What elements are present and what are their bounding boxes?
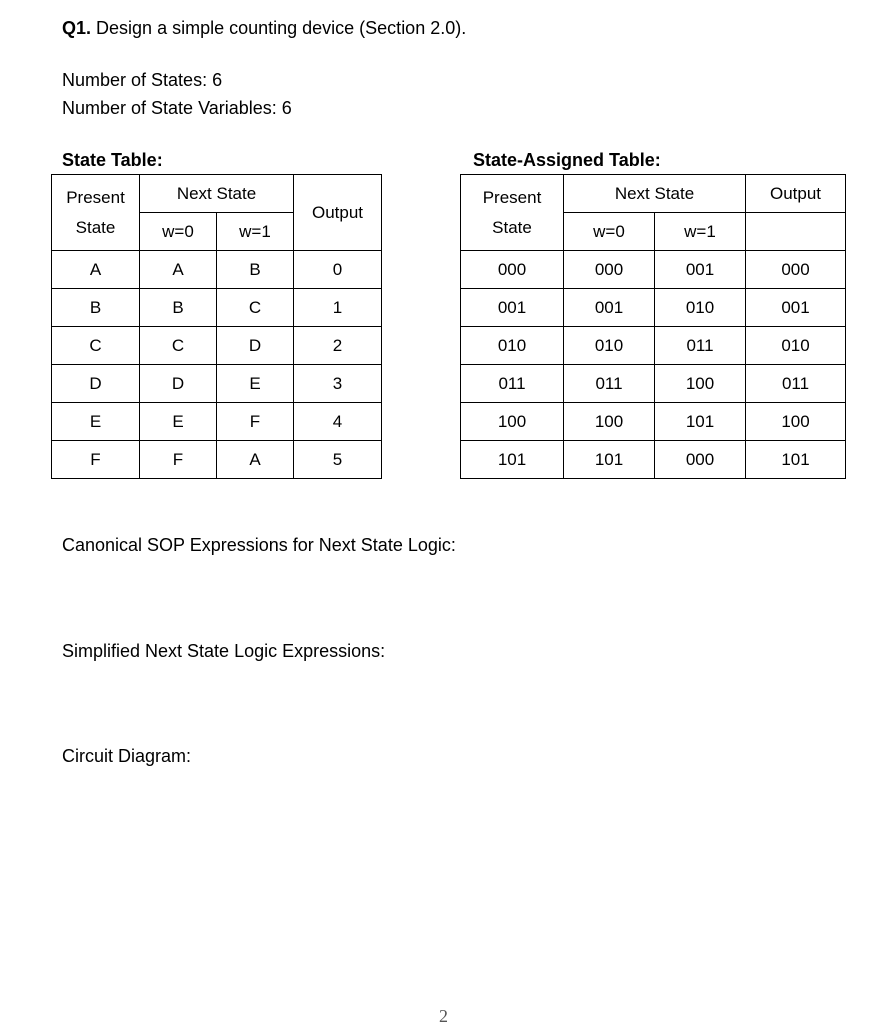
- present-cell: 011: [461, 365, 564, 403]
- output-cell: 000: [746, 251, 846, 289]
- table-row: [52, 365, 382, 403]
- next-w1-cell: B: [217, 251, 294, 289]
- output-cell: 5: [294, 441, 382, 479]
- table-row: [461, 365, 846, 403]
- present-cell: B: [52, 289, 140, 327]
- present-cell: 010: [461, 327, 564, 365]
- state-assigned-table-heading: State-Assigned Table:: [473, 150, 661, 170]
- present-state-header: Present State: [52, 175, 140, 251]
- table-row: [52, 327, 382, 365]
- state-assigned-table: [460, 174, 846, 479]
- output-cell: 2: [294, 327, 382, 365]
- sop-expressions-label: Canonical SOP Expressions for Next State Logic:: [62, 535, 456, 555]
- output-cell: 0: [294, 251, 382, 289]
- output-cell: 011: [746, 365, 846, 403]
- output-cell: 101: [746, 441, 846, 479]
- table-row: [461, 327, 846, 365]
- present-cell: F: [52, 441, 140, 479]
- w1-header: w=1: [655, 213, 746, 251]
- next-w0-cell: 001: [564, 289, 655, 327]
- next-w0-cell: A: [140, 251, 217, 289]
- present-cell: D: [52, 365, 140, 403]
- next-w1-cell: 101: [655, 403, 746, 441]
- table-row: [52, 289, 382, 327]
- question-number: Q1.: [62, 18, 92, 38]
- state-table-heading: State Table:: [62, 150, 163, 170]
- table-row: [52, 251, 382, 289]
- output-cell: 001: [746, 289, 846, 327]
- empty-header-cell: [746, 213, 846, 251]
- w1-header: w=1: [217, 213, 294, 251]
- question-text: Design a simple counting device (Section 2.0).: [96, 18, 467, 38]
- state-table: [51, 174, 382, 479]
- table-row: [461, 251, 846, 289]
- number-of-state-variables: Number of State Variables: 6: [62, 98, 292, 118]
- present-cell: A: [52, 251, 140, 289]
- next-w1-cell: C: [217, 289, 294, 327]
- next-w0-cell: E: [140, 403, 217, 441]
- next-w1-cell: F: [217, 403, 294, 441]
- table-row: [461, 441, 846, 479]
- present-state-header: Present State: [461, 175, 564, 251]
- present-cell: 000: [461, 251, 564, 289]
- output-header: Output: [294, 175, 382, 251]
- next-w0-cell: 011: [564, 365, 655, 403]
- output-cell: 3: [294, 365, 382, 403]
- simplified-expressions-label: Simplified Next State Logic Expressions:: [62, 641, 386, 661]
- output-header: Output: [746, 175, 846, 213]
- next-w1-cell: 000: [655, 441, 746, 479]
- table-row: [461, 289, 846, 327]
- next-w0-cell: D: [140, 365, 217, 403]
- table-row: [52, 403, 382, 441]
- next-w0-cell: 101: [564, 441, 655, 479]
- present-cell: 100: [461, 403, 564, 441]
- next-w1-cell: A: [217, 441, 294, 479]
- output-cell: 100: [746, 403, 846, 441]
- next-w1-cell: D: [217, 327, 294, 365]
- output-cell: 010: [746, 327, 846, 365]
- table-row: [461, 403, 846, 441]
- next-w0-cell: B: [140, 289, 217, 327]
- next-state-header: Next State: [140, 175, 294, 213]
- next-w1-cell: 001: [655, 251, 746, 289]
- next-w0-cell: 000: [564, 251, 655, 289]
- next-w1-cell: 100: [655, 365, 746, 403]
- circuit-diagram-label: Circuit Diagram:: [62, 746, 192, 766]
- w0-header: w=0: [140, 213, 217, 251]
- present-cell: 101: [461, 441, 564, 479]
- present-cell: 001: [461, 289, 564, 327]
- present-cell: E: [52, 403, 140, 441]
- output-cell: 4: [294, 403, 382, 441]
- output-cell: 1: [294, 289, 382, 327]
- question-title: [62, 18, 466, 39]
- next-w1-cell: E: [217, 365, 294, 403]
- w0-header: w=0: [564, 213, 655, 251]
- next-w0-cell: F: [140, 441, 217, 479]
- next-state-header: Next State: [564, 175, 746, 213]
- next-w1-cell: 011: [655, 327, 746, 365]
- next-w0-cell: 100: [564, 403, 655, 441]
- table-row: [52, 441, 382, 479]
- page-number: 2: [439, 1006, 448, 1026]
- present-cell: C: [52, 327, 140, 365]
- next-w0-cell: C: [140, 327, 217, 365]
- next-w1-cell: 010: [655, 289, 746, 327]
- next-w0-cell: 010: [564, 327, 655, 365]
- number-of-states: Number of States: 6: [62, 70, 223, 90]
